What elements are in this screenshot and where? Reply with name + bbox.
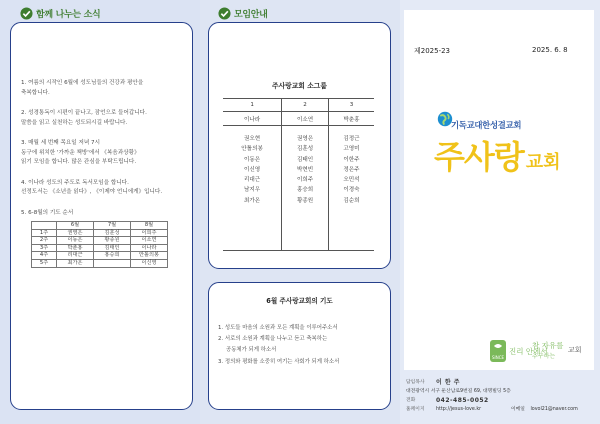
group-member: 고영미 [343, 146, 360, 153]
table-cell: 7월 [94, 222, 131, 230]
news-box [10, 22, 193, 410]
news-section-title [20, 7, 100, 20]
group-number-header: 1 [223, 99, 282, 112]
group-member: 홍승희 [296, 187, 314, 194]
group-member: 이희주 [296, 177, 314, 184]
group-members-cell [328, 126, 374, 251]
pastor-label: 담임목사 [406, 380, 425, 385]
group-table-title: 주사랑교회 소그룹 [272, 82, 327, 90]
prayer-item-line: 1. 성도들 마음의 소원과 모든 계획을 이루어주소서 [218, 325, 338, 331]
group-member: 김순희 [343, 197, 360, 204]
table-row [32, 259, 168, 267]
news-item [21, 79, 192, 98]
slogan-logo [490, 336, 590, 368]
group-member: 이한주 [343, 156, 360, 163]
church-name-main: 주사랑 [434, 138, 524, 176]
church-name [434, 132, 561, 178]
group-member: 박현빈 [296, 166, 314, 173]
group-member: 남지우 [243, 187, 261, 194]
group-number-header: 3 [328, 99, 374, 112]
table-cell: 8월 [131, 222, 168, 230]
table-row [32, 244, 168, 252]
slogan-line-2: 참 자유를 [532, 341, 564, 350]
table-cell: 이동은 [57, 237, 94, 245]
news-item [21, 139, 192, 168]
group-member: 정은주 [343, 166, 360, 173]
table-cell: 이희주 [131, 229, 168, 237]
table-cell: 안톨의봉 [131, 252, 168, 260]
table-cell: 이신영 [131, 259, 168, 267]
pastor-name: 이 한 주 [436, 379, 461, 386]
table-row [32, 237, 168, 245]
group-member: 리대근 [243, 177, 261, 184]
denomination-name: 기독교대한성결교회 [451, 120, 522, 130]
homepage-label: 홈페이지 [406, 407, 425, 412]
prayer-schedule-table [31, 221, 168, 268]
group-member: 오민석 [343, 177, 360, 184]
church-name-suffix: 교회 [525, 152, 561, 173]
group-member: 최가온 [243, 197, 261, 204]
group-member: 안톨의봉 [241, 146, 263, 153]
table-cell [32, 222, 57, 230]
group-members-cell [282, 126, 329, 251]
cover-panel [404, 10, 594, 370]
prayer-item-line: 2. 서로의 소원과 계획을 나누고 듣고 축복하는 [218, 336, 328, 343]
news-item-line: 말씀을 읽고 실천하는 성도되시길 바랍니다. [21, 119, 128, 126]
email-link[interactable]: lovol21@naver.com [530, 407, 578, 412]
group-member: 이동은 [243, 156, 261, 163]
table-row [32, 229, 168, 237]
news-item-line: 읽기 모임을 합니다. 많은 관심을 부탁드립니다. [21, 159, 137, 165]
news-item-line: 동구에 위치한 '가까운 책방'에서 《복음과상황》 [21, 149, 140, 156]
table-cell: 1주 [32, 229, 57, 237]
table-cell: 홍승희 [94, 252, 131, 260]
table-header-row [32, 222, 168, 230]
table-cell: 김훈성 [94, 229, 131, 237]
prayer-item-line: 공동체가 되게 하소서 [226, 347, 277, 354]
news-item [21, 109, 192, 128]
prayer-box [208, 282, 391, 410]
news-item-line: 3. 매월 세 번째 목요일 저녁 7시 [21, 140, 101, 146]
group-leader: 이소연 [282, 112, 329, 126]
group-number-header: 2 [282, 99, 329, 112]
table-cell: 4주 [32, 252, 57, 260]
issue-number: 제2025-23 [414, 47, 451, 55]
prayer-schedule-title: 5. 6-8월의 기도 순서 [21, 209, 74, 216]
table-cell: 5주 [32, 259, 57, 267]
prayer-list [218, 323, 339, 368]
contact-info [406, 378, 596, 414]
group-section-title [218, 7, 268, 20]
group-member: 황종원 [296, 197, 314, 204]
homepage-link[interactable]: http://jesus-love.kr [436, 407, 482, 412]
church-address: 대전광역시 서구 둔산남로9번길 69, 대명빌딩 5층 [406, 389, 511, 394]
news-list [21, 79, 192, 198]
table-row [32, 252, 168, 260]
news-item-line: 1. 여름의 시작인 6월에 성도님들의 건강과 평안을 [21, 80, 144, 86]
group-member: 김정근 [343, 136, 360, 142]
group-leader: 이나라 [223, 112, 282, 126]
news-item-line: 4. 이나라 성도의 주도로 독서모임을 합니다. [21, 179, 129, 186]
group-member: 김훈성 [296, 146, 314, 153]
group-member: 김태인 [296, 156, 314, 163]
phone-number[interactable]: 042-485-0052 [436, 397, 489, 404]
group-box [208, 22, 391, 269]
table-cell [94, 259, 131, 267]
table-cell: 3주 [32, 244, 57, 252]
table-cell: 김태인 [94, 244, 131, 252]
group-members-cell [223, 126, 282, 251]
group-title-text: 모임안내 [234, 10, 268, 20]
table-cell: 박춘홍 [57, 244, 94, 252]
check-icon [20, 7, 33, 20]
slogan-line-3: 추구하는 [532, 353, 556, 360]
phone-label: 전화 [406, 398, 416, 403]
table-cell: 이나라 [131, 244, 168, 252]
table-cell: 권영은 [57, 229, 94, 237]
slogan-line-1: 진리 안에서 [509, 347, 548, 356]
news-title-text: 함께 나누는 소식 [36, 10, 101, 20]
issue-date: 2025. 6. 8 [532, 46, 568, 54]
slogan-line-4: 교회 [568, 346, 582, 354]
small-group-table [223, 98, 374, 251]
table-cell: 이소연 [131, 237, 168, 245]
slogan-badge: SINCE [491, 355, 505, 360]
email-label: 이메일 [511, 407, 525, 412]
group-leader: 박춘홍 [328, 112, 374, 126]
group-member: 권영은 [296, 136, 314, 142]
group-member: 권오현 [243, 136, 261, 142]
prayer-item-line: 3. 정의와 평화를 소중히 여기는 사회가 되게 하소서 [218, 358, 340, 365]
news-item-line: 선정도서는 《소년을 읽다》, 《이제야 언니에게》입니다. [21, 189, 163, 195]
table-cell: 황종원 [94, 237, 131, 245]
check-icon [218, 7, 231, 20]
group-member: 이경숙 [343, 187, 360, 194]
prayer-title: 6월 주사랑교회의 기도 [266, 297, 333, 305]
news-item-line: 2. 성경통독이 시편이 끝나고, 잠언으로 들어갑니다. [21, 110, 147, 116]
table-cell: 리대근 [57, 252, 94, 260]
news-item-line: 축복합니다. [21, 89, 50, 96]
news-item [21, 179, 192, 198]
table-cell: 6월 [57, 222, 94, 230]
table-cell: 2주 [32, 237, 57, 245]
table-cell: 최가온 [57, 259, 94, 267]
group-member: 이신영 [243, 166, 261, 173]
